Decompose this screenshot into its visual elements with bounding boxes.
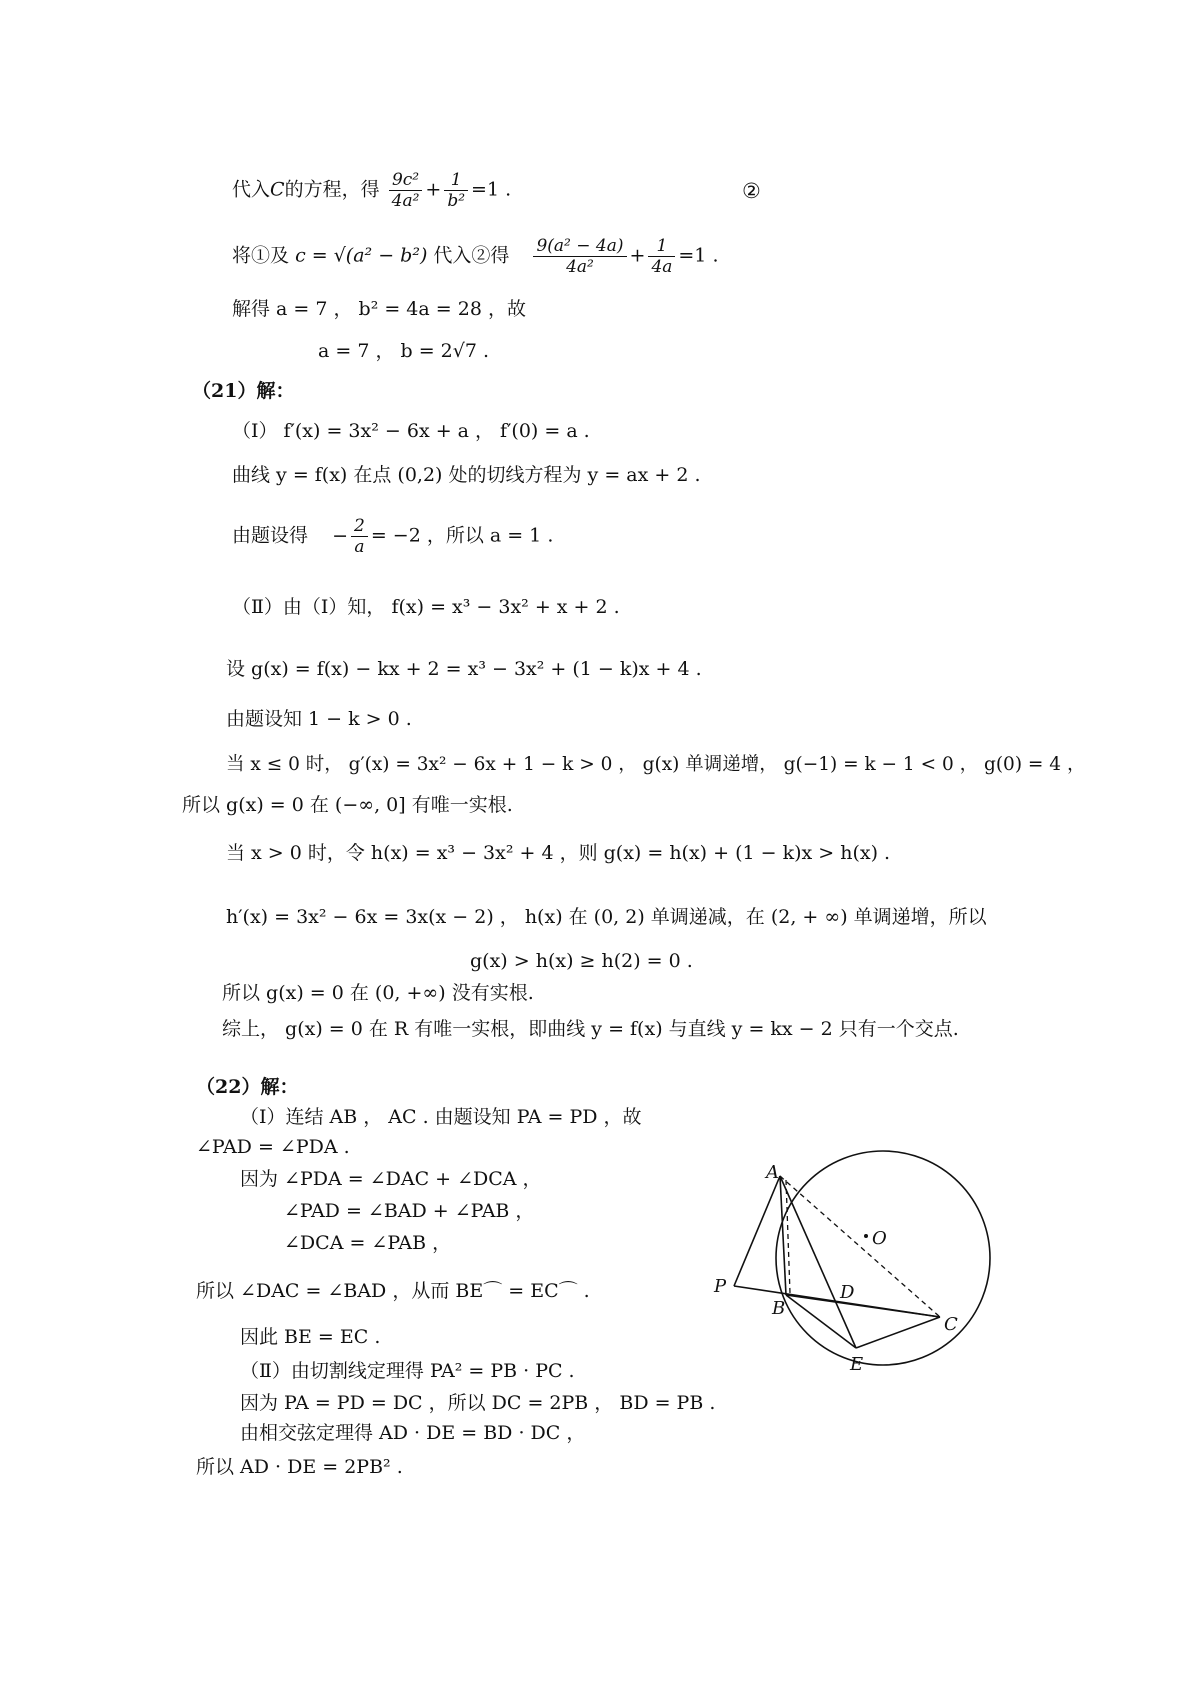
minus-sign: − (332, 524, 348, 547)
line-24: 因此 BE = EC . (240, 1326, 381, 1348)
text-segment: 由题设得 (232, 524, 309, 547)
text-segment: 代入 (232, 178, 271, 201)
line-19: ∠PAD = ∠PDA . (196, 1136, 350, 1158)
line-28: 所以 AD · DE = 2PB² . (196, 1456, 403, 1478)
line-10: 由题设知 1 − k > 0 . (226, 708, 412, 730)
line-17: 综上， g(x) = 0 在 R 有唯一实根，即曲线 y = f(x) 与直线 y = kx − 2 只有一个交点. (222, 1018, 959, 1040)
segment-pa (734, 1176, 780, 1286)
center-point (864, 1234, 868, 1238)
segment-ec (856, 1317, 940, 1348)
fraction-numerator: 2 (351, 516, 368, 537)
fraction-numerator: 9c² (389, 170, 423, 191)
equation-end: =1 . (678, 244, 719, 267)
fraction (389, 170, 423, 211)
fraction (351, 516, 368, 557)
geometry-figure (700, 1118, 1000, 1388)
line-5: （Ⅰ） f′(x) = 3x² − 6x + a ， f′(0) = a . (232, 420, 590, 442)
plus-sign: + (425, 178, 442, 201)
label-c: C (944, 1314, 958, 1335)
fraction-denominator: 4a² (566, 257, 594, 277)
circle-o (776, 1151, 990, 1365)
line-1 (232, 170, 511, 211)
line-7 (232, 516, 553, 557)
line-26: 因为 PA = PD = DC ，所以 DC = 2PB ， BD = PB . (240, 1392, 716, 1414)
line-8: （Ⅱ）由（Ⅰ）知， f(x) = x³ − 3x² + x + 2 . (232, 596, 620, 618)
label-b: B (772, 1298, 786, 1319)
equation-end: = −2 ，所以 a = 1 . (370, 524, 554, 547)
line-9: 设 g(x) = f(x) − kx + 2 = x³ − 3x² + (1 − k)x + 4 . (226, 658, 702, 680)
text-segment: 将①及 (232, 244, 290, 267)
label-o: O (872, 1228, 887, 1249)
line-21: ∠PAD = ∠BAD + ∠PAB ， (284, 1200, 535, 1222)
math-expression: c = √(a² − b²) (295, 244, 428, 267)
line-11: 当 x ≤ 0 时， g′(x) = 3x² − 6x + 1 − k > 0 ， g(x) 单调递增， g(−1) = k − 1 < 0 ， g(0) = 4 ， (226, 754, 1086, 775)
fraction-denominator: 4a² (391, 191, 420, 211)
section-heading-21: （21）解： (192, 380, 295, 402)
fraction (648, 236, 675, 277)
line-16: 所以 g(x) = 0 在 (0, +∞) 没有实根. (222, 982, 534, 1004)
fraction-numerator: 1 (648, 236, 675, 257)
var-c: C (270, 178, 285, 201)
plus-sign: + (629, 244, 646, 267)
line-25: （Ⅱ）由切割线定理得 PA² = PB · PC . (240, 1360, 575, 1382)
segment-bc (786, 1295, 940, 1317)
line-22: ∠DCA = ∠PAB ， (284, 1232, 452, 1254)
line-23: 所以 ∠DAC = ∠BAD ，从而 BE⌒ = EC⌒ . (196, 1280, 590, 1302)
fraction (533, 236, 626, 277)
line-2 (232, 236, 718, 277)
equation-mark-2: ② (742, 179, 761, 203)
line-3: 解得 a = 7 ， b² = 4a = 28 ，故 (232, 298, 526, 320)
segment-ae (780, 1176, 856, 1348)
fraction (444, 170, 468, 211)
fraction-numerator: 9(a² − 4a) (533, 236, 626, 257)
line-6: 曲线 y = f(x) 在点 (0,2) 处的切线方程为 y = ax + 2 . (232, 464, 701, 486)
line-4: a = 7 ， b = 2√7 . (318, 340, 490, 362)
label-e: E (850, 1354, 864, 1375)
segment-ab (780, 1176, 786, 1295)
fraction-denominator: b² (447, 191, 466, 211)
line-13: 当 x > 0 时，令 h(x) = x³ − 3x² + 4 ，则 g(x) = h(x) + (1 − k)x > h(x) . (226, 842, 891, 864)
section-heading-22: （22）解： (196, 1076, 299, 1098)
label-d: D (840, 1282, 855, 1303)
line-12: 所以 g(x) = 0 在 (−∞, 0] 有唯一实根. (182, 794, 513, 816)
label-p: P (714, 1276, 727, 1297)
label-a: A (766, 1162, 779, 1183)
text-segment: 的方程，得 (284, 178, 380, 201)
fraction-denominator: 4a (651, 257, 673, 277)
text-segment: 代入②得 (433, 244, 510, 267)
line-14: h′(x) = 3x² − 6x = 3x(x − 2) ， h(x) 在 (0, 2) 单调递减，在 (2, + ∞) 单调递增，所以 (226, 906, 987, 928)
line-27: 由相交弦定理得 AD · DE = BD · DC ， (240, 1422, 586, 1444)
line-20: 因为 ∠PDA = ∠DAC + ∠DCA ， (240, 1168, 542, 1190)
fraction-numerator: 1 (444, 170, 468, 191)
line-18: （Ⅰ）连结 AB ， AC . 由题设知 PA = PD ，故 (240, 1106, 642, 1128)
fraction-denominator: a (354, 537, 365, 557)
equation-end: =1 . (471, 178, 512, 201)
line-15: g(x) > h(x) ≥ h(2) = 0 . (470, 950, 693, 972)
